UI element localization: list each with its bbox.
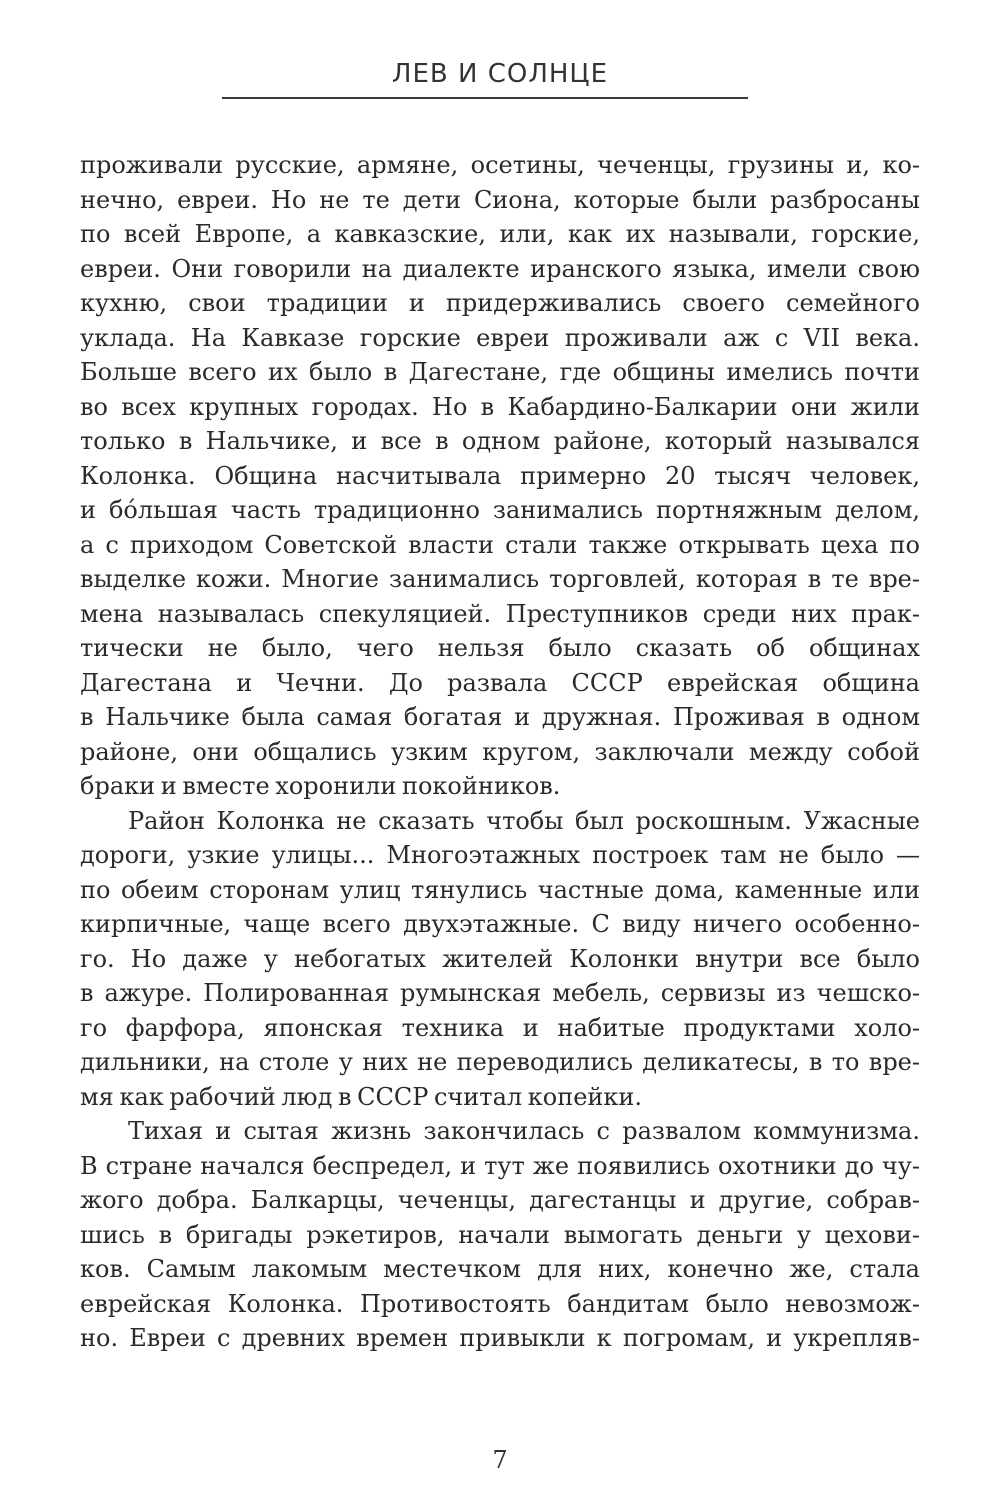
text-line: по обеим сторонам улиц тянулись частные дома, каменные или <box>80 875 920 904</box>
text-line: Колонка. Община насчитывала примерно 20 тысяч человек, <box>80 461 920 490</box>
text-line: но. Евреи с древних времен привыкли к погромам, и укрепляв- <box>80 1324 920 1352</box>
text-line: а с приходом Советской власти стали также открывать цеха по <box>80 530 920 559</box>
text-line: В стране начался беспредел, и тут же появились охотники до чу- <box>80 1151 920 1180</box>
text-line: уклада. На Кавказе горские евреи проживали аж с VII века. <box>80 323 920 352</box>
body-text <box>80 148 920 1356</box>
text-line: проживали русские, армяне, осетины, чеченцы, грузины и, ко- <box>80 151 920 179</box>
text-line: выделке кожи. Многие занимались торговлей, которая в те вре- <box>80 565 920 593</box>
text-line: кирпичные, чаще всего двухэтажные. С виду ничего особенно- <box>80 910 920 938</box>
text-line: только в Нальчике, и все в одном районе, который назывался <box>80 427 920 455</box>
text-line: районе, они общались узким кругом, заключали между собой <box>80 737 920 766</box>
header-rule <box>222 97 748 99</box>
text-line: дороги, узкие улицы... Многоэтажных построек там не было — <box>80 841 920 869</box>
text-line: нечно, евреи. Но не те дети Сиона, которые были разбросаны <box>80 185 920 214</box>
text-line: шись в бригады рэкетиров, начали вымогать деньги у цехови- <box>80 1220 920 1249</box>
text-line: в Нальчике была самая богатая и дружная. Проживая в одном <box>80 703 920 731</box>
text-line: го фарфора, японская техника и набитые продуктами холо- <box>80 1013 920 1042</box>
text-line: кухню, свои традиции и придерживались своего семейного <box>80 289 920 317</box>
text-line: ков. Самым лакомым местечком для них, конечно же, стала <box>80 1255 920 1283</box>
text-line: Район Колонка не сказать чтобы был роскошным. Ужасные <box>128 806 920 835</box>
text-line: в ажуре. Полированная румынская мебель, сервизы из чешско- <box>80 979 920 1007</box>
text-line: дильники, на столе у них не переводились деликатесы, в то вре- <box>80 1048 920 1076</box>
text-line: евреи. Они говорили на диалекте иранского языка, имели свою <box>80 254 920 283</box>
text-line: тически не было, чего нельзя было сказать об общинах <box>80 634 920 662</box>
text-line: мя как рабочий люд в СССР считал копейки. <box>80 1082 643 1111</box>
text-line: Больше всего их было в Дагестане, где общины имелись почти <box>80 358 920 386</box>
text-line: и бóльшая часть традиционно занимались портняжным делом, <box>80 496 920 524</box>
text-line: мена называлась спекуляцией. Преступников среди них прак- <box>80 599 920 628</box>
text-line: Дагестана и Чечни. До развала СССР еврейская община <box>80 668 920 697</box>
text-line: жого добра. Балкарцы, чеченцы, дагестанцы и другие, собрав- <box>80 1186 920 1214</box>
text-line: по всей Европе, а кавказские, или, как их называли, горские, <box>80 220 920 248</box>
running-head <box>0 58 1000 90</box>
text-line: го. Но даже у небогатых жителей Колонки внутри все было <box>80 944 920 973</box>
paragraph-2 <box>80 804 920 1115</box>
page-number: 7 <box>492 1446 508 1474</box>
text-line: во всех крупных городах. Но в Кабардино-Балкарии они жили <box>80 392 920 421</box>
paragraph-3 <box>80 1114 920 1356</box>
paragraph-1 <box>80 148 920 804</box>
text-line: еврейская Колонка. Противостоять бандитам было невозмож- <box>80 1289 920 1318</box>
running-title: ЛЕВ И СОЛНЦЕ <box>391 59 609 89</box>
text-line: браки и вместе хоронили покойников. <box>80 772 561 800</box>
text-line: Тихая и сытая жизнь закончилась с развалом коммунизма. <box>128 1117 920 1145</box>
